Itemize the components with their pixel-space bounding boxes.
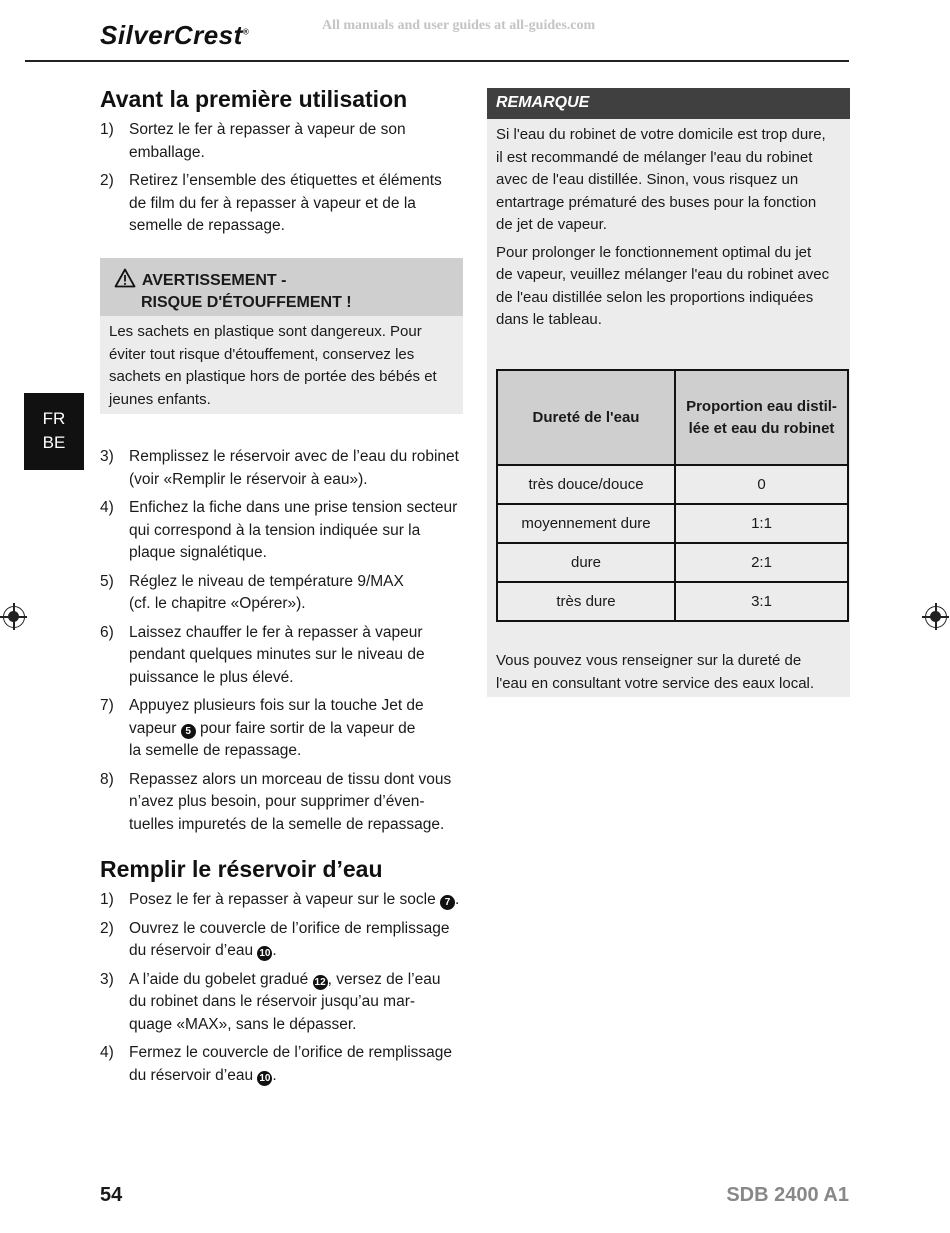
list-item	[100, 1042, 470, 1087]
part-reference-badge: 10	[259, 1072, 271, 1084]
list-item	[100, 769, 470, 837]
header-divider	[25, 60, 849, 62]
section-title-first-use: Avant la première utilisation	[100, 86, 408, 112]
table-row	[497, 582, 848, 621]
watermark-link[interactable]: All manuals and user guides at all-guides.com	[322, 18, 596, 33]
note-paragraph: Vous pouvez vous renseigner sur la dureté de l'eau en consultant votre service des eaux local.	[496, 652, 815, 692]
step-text	[129, 697, 424, 759]
warning-triangle-icon	[114, 272, 142, 289]
list-item	[100, 497, 470, 565]
table-cell: 0	[675, 465, 848, 504]
step-text: Repassez alors un morceau de tissu dont vous n’avez plus besoin, pour supprimer d’éven- tuelles impuretés de la semelle de repassage.	[129, 770, 452, 833]
step-text	[129, 971, 440, 1033]
step-number: 2)	[100, 172, 114, 189]
registered-mark: ®	[242, 27, 250, 37]
list-item	[100, 918, 470, 963]
list-item	[100, 695, 470, 763]
step-number: 6)	[100, 623, 114, 641]
warning-header	[100, 258, 463, 316]
table-cell: 3:1	[675, 582, 848, 621]
step-number: 3)	[100, 970, 114, 988]
step-text: Sortez le fer à repasser à vapeur de son emballage.	[129, 121, 406, 161]
step-text-part: Posez le fer à repasser à vapeur sur le socle	[129, 891, 441, 908]
table-header-cell: Dureté de l'eau	[497, 370, 675, 465]
table-cell: très dure	[497, 582, 675, 621]
step-number: 1)	[100, 891, 114, 908]
step-number: 2)	[100, 919, 114, 937]
page-number: 54	[100, 1184, 123, 1206]
table-row	[497, 465, 848, 504]
model-number: SDB 2400 A1	[726, 1184, 849, 1206]
step-number: 8)	[100, 770, 114, 788]
step-text-part: .	[272, 942, 277, 959]
note-paragraph: Pour prolonger le fonctionnement optimal du jet de vapeur, veuillez mélanger l'eau du robinet avec de l'eau distillée selon les proportions indiquées dans le tableau.	[496, 243, 830, 328]
step-text: Réglez le niveau de température 9/MAX (cf. le chapitre «Opérer»).	[129, 572, 404, 612]
language-tab	[24, 393, 84, 470]
step-number: 5)	[100, 572, 114, 590]
language-code-fr: FR	[42, 409, 66, 428]
list-item	[100, 170, 470, 238]
table-cell: moyennement dure	[497, 504, 675, 543]
step-number: 1)	[100, 121, 114, 138]
water-hardness-table	[496, 369, 849, 622]
warning-title-line2: RISQUE D'ÉTOUFFEMENT !	[141, 294, 352, 311]
section-title-fill-reservoir: Remplir le réservoir d’eau	[100, 856, 383, 882]
list-item	[100, 622, 470, 690]
step-text-part: , versez de l’eau du robinet dans le réservoir jusqu’au mar- quage «MAX», sans le dépasser.	[129, 970, 441, 1033]
list-item	[100, 889, 470, 912]
step-text: Enfichez la fiche dans une prise tension secteur qui correspond à la tension indiquée sur la plaque signalétique.	[129, 499, 458, 561]
list-item	[100, 571, 470, 616]
steps-list-first-use-continued	[100, 446, 470, 842]
warning-title-line1: AVERTISSEMENT -	[141, 272, 287, 289]
step-number: 7)	[100, 697, 114, 714]
part-reference-badge: 7	[440, 895, 455, 910]
step-text-part: A l’aide du gobelet gradué	[129, 970, 313, 988]
step-text: Laissez chauffer le fer à repasser à vapeur pendant quelques minutes sur le niveau de puissance le plus élevé.	[129, 623, 425, 686]
step-text-part: Fermez le couvercle de l’orifice de remplissage du réservoir d’eau	[129, 1044, 453, 1084]
step-number: 4)	[100, 499, 114, 516]
registration-mark-icon	[925, 606, 947, 628]
step-text-part: Ouvrez le couvercle de l’orifice de remplissage du réservoir d’eau	[129, 919, 450, 959]
step-text-part: .	[455, 891, 460, 908]
step-text-part: Appuyez plusieurs fois sur la touche Jet de vapeur	[129, 697, 424, 737]
list-item	[100, 119, 470, 164]
language-code-be: BE	[42, 433, 66, 452]
warning-body: Les sachets en plastique sont dangereux. Pour éviter tout risque d'étouffement, conservez les sachets en plastique hors de portée des bébés et jeunes enfants.	[100, 316, 463, 414]
brand-name: SilverCrest	[100, 20, 243, 50]
step-text: Remplissez le réservoir avec de l’eau du robinet (voir «Remplir le réservoir à eau»).	[129, 448, 459, 488]
table-row	[497, 504, 848, 543]
table-row	[497, 543, 848, 582]
steps-list-first-use	[100, 119, 470, 244]
part-reference-badge: 10	[259, 948, 271, 959]
step-text	[129, 1044, 452, 1084]
note-header: REMARQUE	[487, 88, 850, 119]
part-reference-badge: 5	[181, 724, 196, 739]
note-paragraph: Si l'eau du robinet de votre domicile est trop dure, il est recommandé de mélanger l'eau du robinet avec de l'eau distillée. Sinon, vous risquez un entartrage prématuré des buses pour la fonction de jet de vapeur.	[496, 126, 826, 233]
list-item	[100, 446, 470, 491]
list-item	[100, 969, 470, 1037]
step-number: 3)	[100, 448, 114, 465]
steps-list-fill-reservoir	[100, 889, 470, 1093]
table-cell: très douce/douce	[497, 465, 675, 504]
table-cell: 1:1	[675, 504, 848, 543]
table-header-row	[497, 370, 848, 465]
step-text-part: .	[272, 1066, 277, 1084]
step-text	[129, 920, 449, 960]
step-number: 4)	[100, 1044, 114, 1061]
step-text	[129, 891, 459, 908]
table-header-cell: Proportion eau distil- lée et eau du robinet	[675, 370, 848, 465]
step-text-part: pour faire sortir de la vapeur de la semelle de repassage.	[129, 719, 416, 759]
table-cell: 2:1	[675, 543, 848, 582]
part-reference-badge: 12	[314, 976, 326, 988]
brand-logo	[100, 20, 249, 51]
registration-mark-icon	[3, 606, 25, 628]
table-cell: dure	[497, 543, 675, 582]
step-text: Retirez l’ensemble des étiquettes et éléments de film du fer à repasser à vapeur et de la semelle de repassage.	[129, 172, 442, 234]
